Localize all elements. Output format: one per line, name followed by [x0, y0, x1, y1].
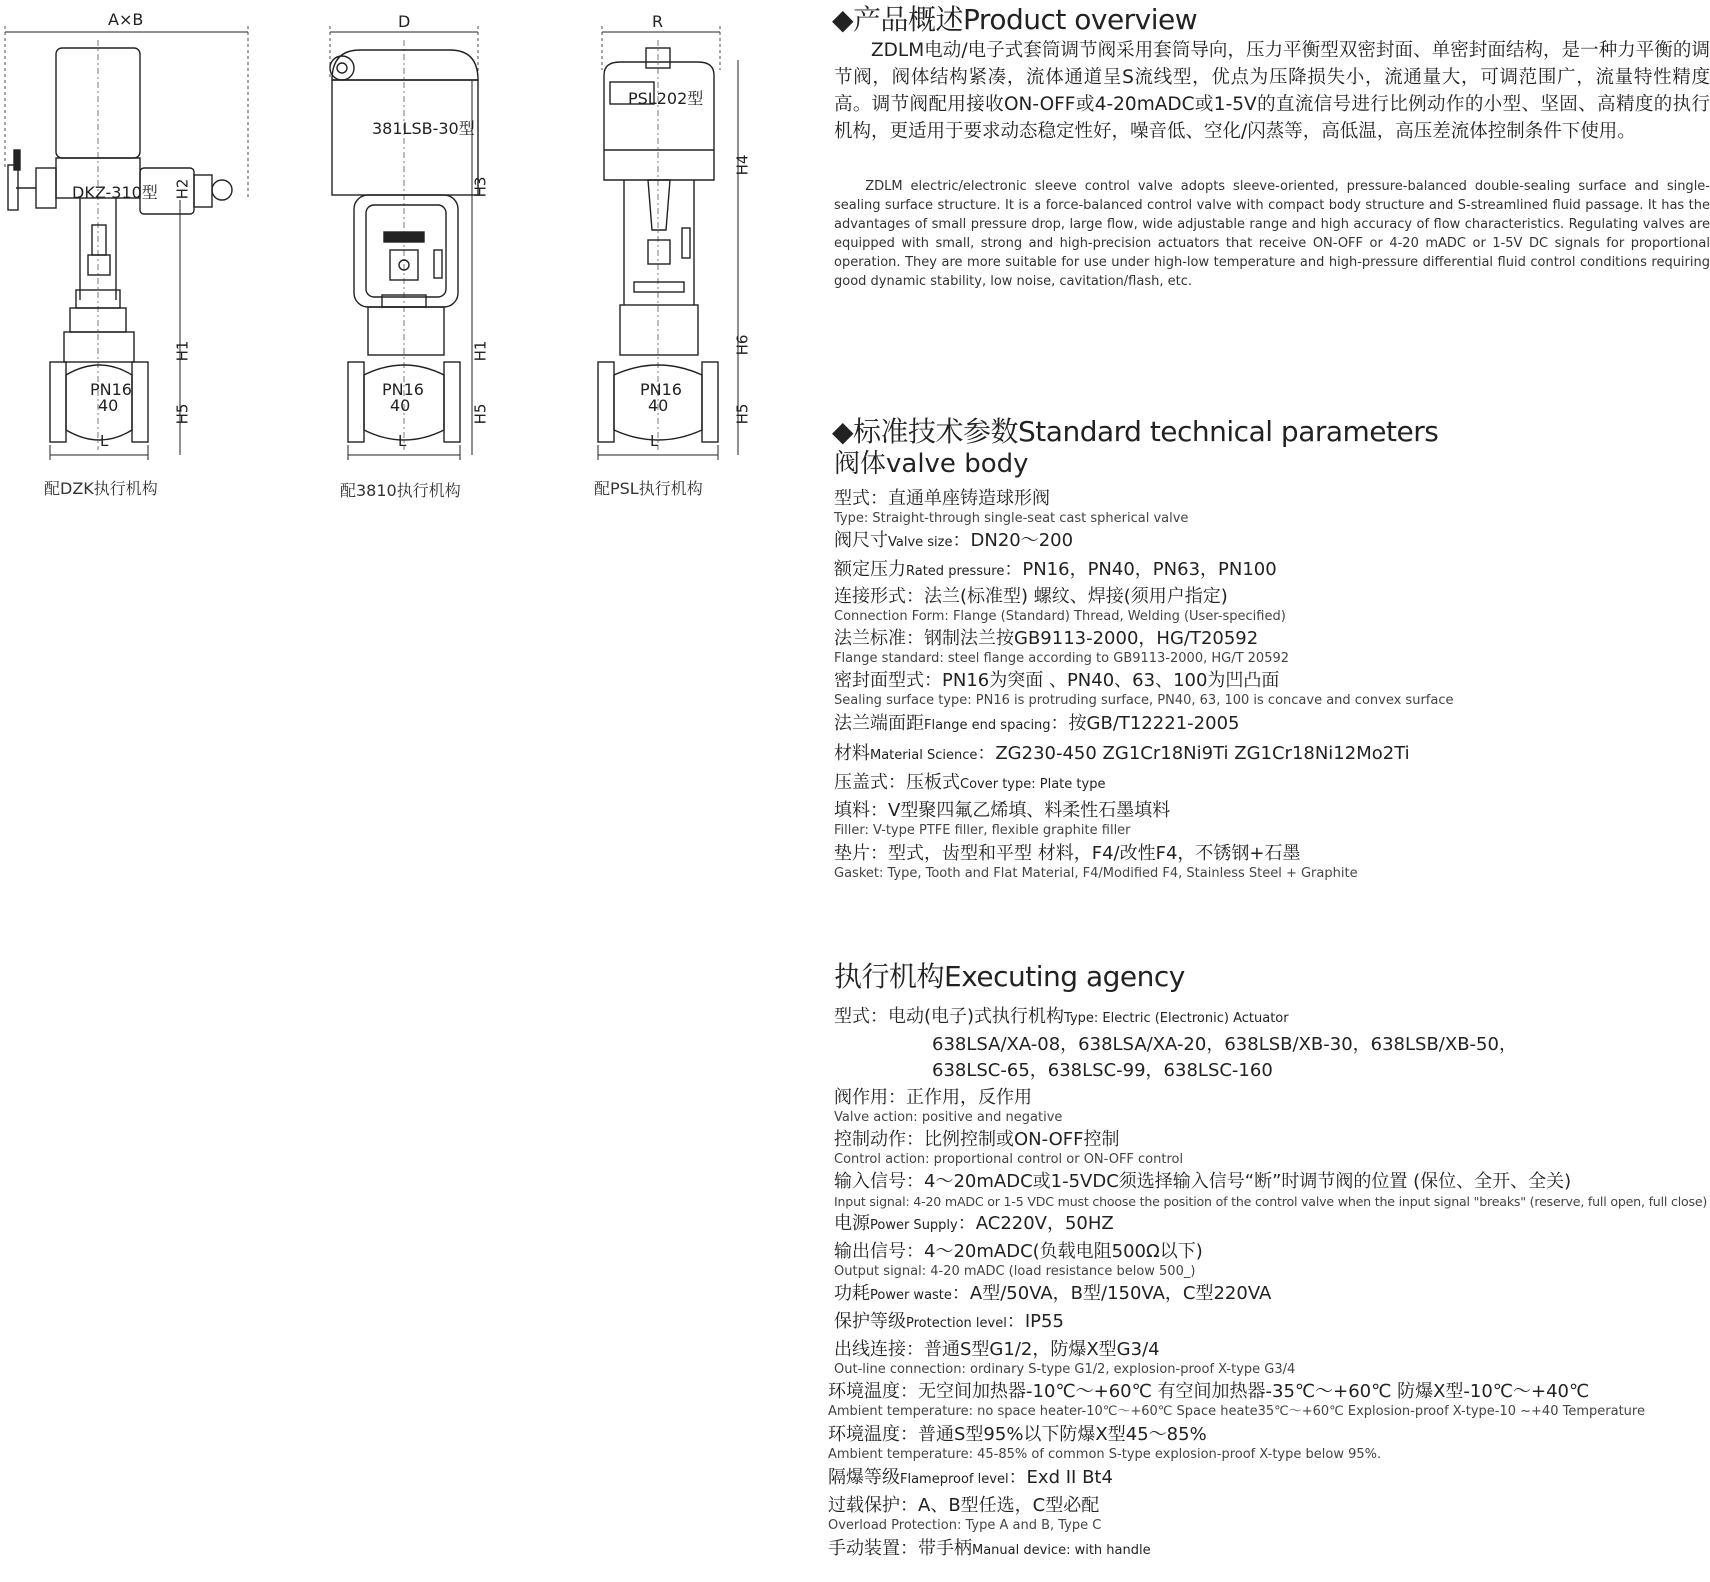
vb-6: 法兰端面距Flange end spacing：按GB/T12221-2005 — [834, 713, 1240, 734]
drawing-psl-model: PSL202型 — [628, 89, 704, 108]
drawing-dkz-model: DKZ-310型 — [72, 183, 158, 202]
vb-0: 型式：直通单座铸造球形阀 Type: Straight-through single-seat cast spherical valve — [834, 488, 1189, 526]
agency-params — [828, 1006, 1710, 1562]
drawing-dkz-h1: H1 — [173, 340, 192, 362]
overview-title: ◆产品概述Product overview — [832, 3, 1198, 36]
ag-6: 保护等级Protection level：IP55 — [834, 1311, 1064, 1332]
ag-5: 功耗Power waste：A型/50VA，B型/150VA，C型220VA — [834, 1283, 1272, 1304]
ag-4: 输出信号：4～20mADC(负载电阻500Ω以下) Output signal: 4-20 mADC (load resistance below 500_) — [834, 1241, 1203, 1279]
standard-subtitle: 阀体valve body — [834, 449, 1029, 479]
drawing-dkz-h5: H5 — [173, 403, 192, 425]
drawings-area — [0, 0, 820, 520]
ag-models-2: 638LSC-65，638LSC-99，638LSC-160 — [932, 1060, 1273, 1081]
drawing-381lsb-h3: H3 — [471, 176, 490, 198]
drawing-dkz-l: L — [100, 432, 109, 450]
ag-3: 电源Power Supply：AC220V，50HZ — [834, 1213, 1114, 1234]
drawing-381lsb-topdim: D — [398, 12, 411, 31]
drawing-dkz-pn: PN16 — [90, 380, 132, 399]
drawing-381lsb-h1: H1 — [471, 340, 490, 362]
drawing-381lsb-pn: PN16 — [382, 380, 424, 399]
drawing-dkz — [0, 0, 250, 470]
drawing-psl-pn2: 40 — [648, 396, 669, 415]
vb-9: 填料：V型聚四氟乙烯填、料柔性石墨填料 Filler: V-type PTFE filler, flexible graphite filler — [834, 800, 1171, 838]
ag-t3: 过载保护：A、B型任选，C型必配 Overload Protection: Type A and B, Type C — [828, 1495, 1102, 1533]
drawing-381lsb-model: 381LSB-30型 — [372, 119, 475, 138]
vb-7: 材料Material Science：ZG230-450 ZG1Cr18Ni9Ti ZG1Cr18Ni12Mo2Ti — [834, 743, 1410, 764]
drawing-psl-h6: H6 — [733, 334, 752, 356]
vb-1: 阀尺寸Valve size：DN20～200 — [834, 530, 1074, 551]
ag-2: 输入信号：4～20mADC或1-5VDC须选择输入信号“断”时调节阀的位置 (保位、全开、全关) Input signal: 4-20 mADC or 1-5 VDC must choose the position of the control valve when the input signal "breaks" (reserve, full open, full close) — [834, 1171, 1708, 1209]
vb-4: 法兰标准：钢制法兰按GB9113-2000，HG/T20592 Flange standard: steel flange according to GB9113-2000, HG/T 20592 — [834, 628, 1290, 666]
standard-title: ◆标准技术参数Standard technical parameters — [832, 415, 1439, 448]
vb-5: 密封面型式：PN16为突面 、PN40、63、100为凹凸面 Sealing surface type: PN16 is protruding surface, PN40, 63, 100 is concave and convex surface — [834, 670, 1454, 708]
drawing-381lsb-pn2: 40 — [390, 396, 411, 415]
ag-7: 出线连接：普通S型G1/2，防爆X型G3/4 Out-line connection: ordinary S-type G1/2, explosion-proof X-type G3/4 — [834, 1339, 1296, 1377]
vb-8: 压盖式：压板式Cover type: Plate type — [834, 772, 1106, 793]
drawing-dkz-topdim: A×B — [108, 10, 144, 29]
ag-type: 型式：电动(电子)式执行机构Type: Electric (Electronic) Actuator — [834, 1006, 1289, 1027]
ag-1: 控制动作：比例控制或ON-OFF控制 Control action: proportional control or ON-OFF control — [834, 1129, 1184, 1167]
drawing-psl-l: L — [650, 432, 659, 450]
drawing-psl-h4: H4 — [733, 154, 752, 176]
ag-t1: 环境温度：普通S型95%以下防爆X型45～85% Ambient temperature: 45-85% of common S-type explosion-proof X-type below 95%. — [828, 1424, 1382, 1462]
vb-3: 连接形式：法兰(标准型) 螺纹、焊接(须用户指定) Connection Form: Flange (Standard) Thread, Welding (User-specified) — [834, 586, 1286, 624]
drawing-dkz-pn2: 40 — [98, 396, 119, 415]
drawing-psl — [590, 0, 760, 470]
overview-en: ZDLM electric/electronic sleeve control valve adopts sleeve-oriented, pressure-balanced double-sealing surface and single-sealing surface structure. It is a force-balanced control valve with compact body structure and S-streamlined fluid passage. It has the advantages of small pressure drop, large flow, wide adjustable range and high accuracy of flow characteristics. Regulating valves are equipped with small, strong and high-precision actuators that receive ON-OFF or 4-20 mADC or 1-5V DC signals for proportional operation. They are more suitable for use under high-low temperature and high-pressure differential fluid control conditions requiring good dynamic stability, low noise, cavitation/flash, etc. — [834, 179, 1710, 289]
ag-t0: 环境温度：无空间加热器-10℃～+60℃ 有空间加热器-35℃～+60℃ 防爆X型-10℃～+40℃ Ambient temperature: no space heater-10℃～+60℃ Space heate35℃～+60℃ Explosion-proof X-type-10 ~+40 Temperature — [828, 1381, 1645, 1419]
drawing-psl-pn: PN16 — [640, 380, 682, 399]
drawing-381lsb-l: L — [398, 432, 407, 450]
drawing-psl-h5: H5 — [733, 403, 752, 425]
drawing-381lsb-h5: H5 — [471, 403, 490, 425]
valve-body-params — [834, 488, 1710, 882]
drawing-psl-caption: 配PSL执行机构 — [594, 479, 703, 498]
ag-0: 阀作用：正作用，反作用 Valve action: positive and negative — [834, 1087, 1063, 1125]
ag-t4: 手动装置：带手柄Manual device: with handle — [828, 1538, 1151, 1559]
drawing-dkz-caption: 配DZK执行机构 — [44, 479, 158, 498]
agency-title: 执行机构Executing agency — [834, 960, 1185, 993]
ag-t2: 隔爆等级Flameproof level：Exd II Bt4 — [828, 1467, 1113, 1488]
vb-2: 额定压力Rated pressure：PN16，PN40，PN63，PN100 — [834, 559, 1277, 580]
drawing-381lsb-caption: 配3810执行机构 — [340, 481, 461, 500]
overview-cn: ZDLM电动/电子式套筒调节阀采用套筒导向，压力平衡型双密封面、单密封面结构，是一种力平衡的调节阀，阀体结构紧凑，流体通道呈S流线型，优点为压降损失小，流通量大，可调范围广，流量特性精度高。调节阀配用接收ON-OFF或4-20mADC或1-5V的直流信号进行比例动作的小型、坚固、高精度的执行机构，更适用于要求动态稳定性好，噪音低、空化/闪蒸等，高低温，高压差流体控制条件下使用。 — [834, 40, 1710, 142]
ag-models-1: 638LSA/XA-08，638LSA/XA-20，638LSB/XB-30，638LSB/XB-50， — [932, 1034, 1517, 1055]
drawing-dkz-h2: H2 — [173, 178, 192, 200]
ag-tail — [828, 1381, 1710, 1562]
drawing-psl-topdim: R — [652, 12, 664, 31]
vb-10: 垫片：型式，齿型和平型 材料，F4/改性F4，不锈钢+石墨 Gasket: Type, Tooth and Flat Material, F4/Modified F4, Stainless Steel + Graphite — [834, 843, 1358, 881]
